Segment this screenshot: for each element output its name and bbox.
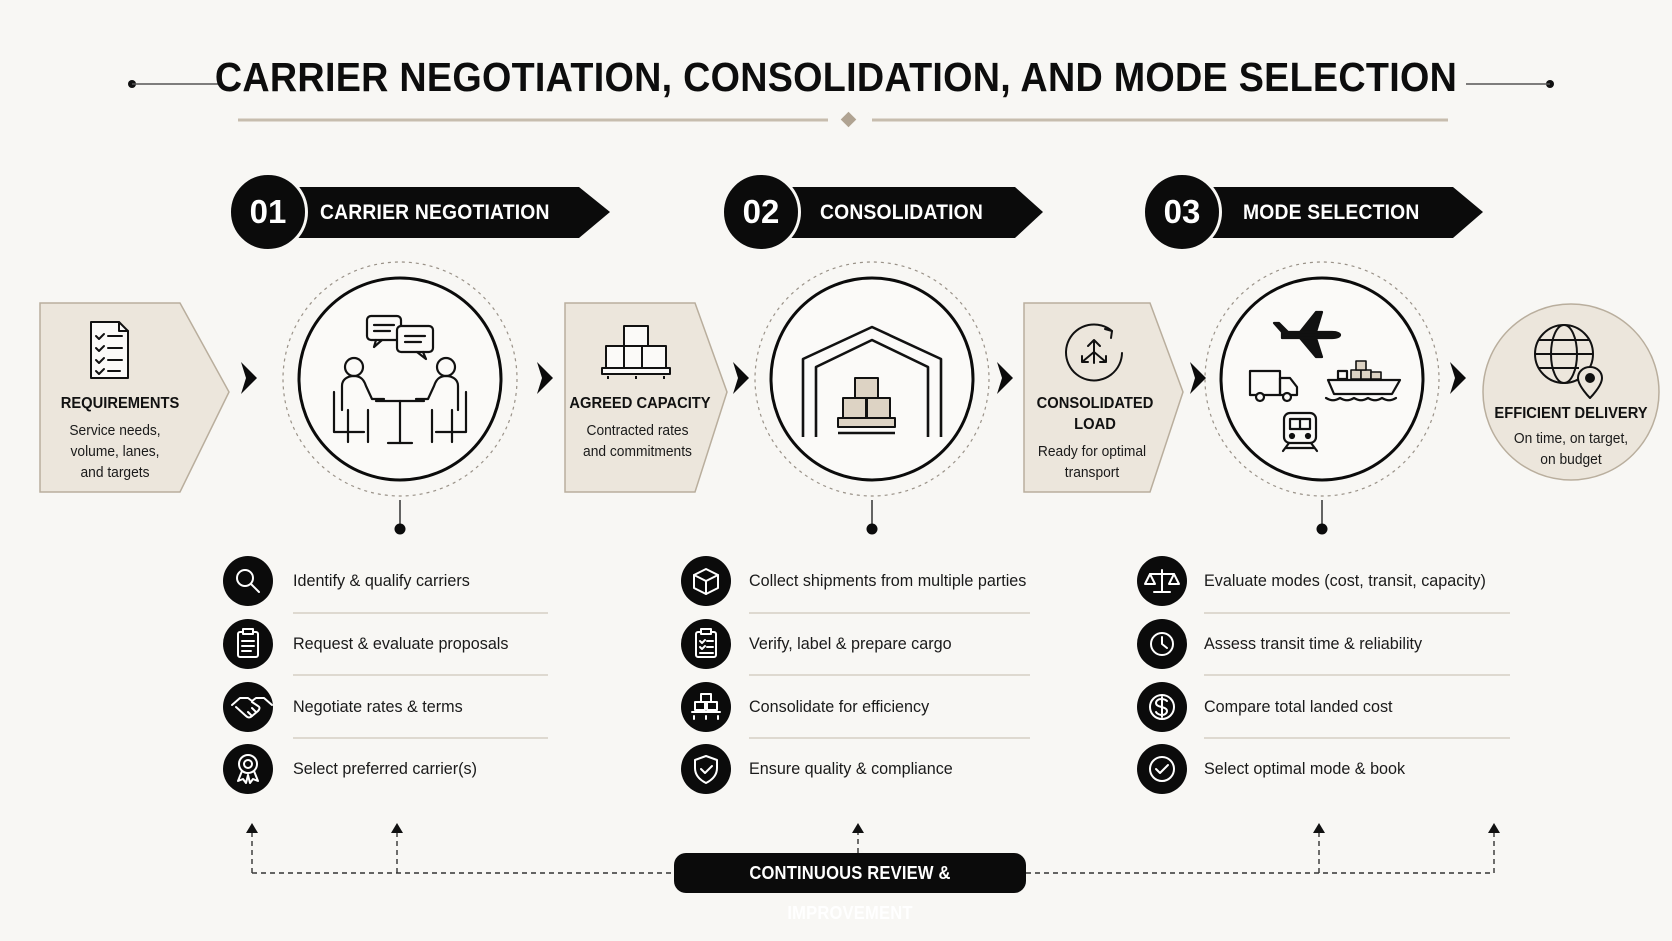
consolidated-load-title-line: LOAD	[1074, 416, 1116, 433]
chevron-right-icon	[1190, 362, 1206, 394]
arrow-up-icon	[246, 823, 258, 833]
consolidated-load-title-line: CONSOLIDATED	[1036, 395, 1154, 412]
chevron-right-icon	[537, 362, 553, 394]
efficient-delivery-line: on budget	[1540, 451, 1602, 468]
efficient-delivery-description	[1493, 428, 1649, 470]
step-dividers	[293, 613, 1510, 738]
step-item: Verify, label & prepare cargo	[749, 634, 952, 653]
checklist-document-icon	[91, 322, 128, 378]
feedback-arrowheads	[246, 823, 1500, 833]
requirements-line: and targets	[80, 464, 150, 481]
step-item: Compare total landed cost	[1204, 697, 1393, 716]
step-item: Collect shipments from multiple parties	[749, 571, 1027, 590]
agreed-capacity-title: AGREED CAPACITY	[569, 395, 711, 412]
page-title: CARRIER NEGOTIATION, CONSOLIDATION, AND MODE SELECTION	[214, 54, 1458, 100]
step-item: Ensure quality & compliance	[749, 759, 953, 778]
agreed-capacity-line: Contracted rates	[586, 422, 689, 439]
step-item: Consolidate for efficiency	[749, 697, 930, 716]
step-item: Select optimal mode & book	[1204, 759, 1406, 778]
consolidated-load-title	[1026, 393, 1164, 435]
requirements-line: Service needs,	[69, 422, 161, 439]
arrow-up-icon	[852, 823, 864, 833]
stage-circle-03	[1205, 262, 1439, 535]
consolidated-load-line: Ready for optimal	[1037, 443, 1147, 460]
requirements-line: volume, lanes,	[70, 443, 160, 460]
chevron-right-icon	[733, 362, 749, 394]
stage-number-02: 02	[721, 172, 801, 252]
step-item: Evaluate modes (cost, transit, capacity)	[1204, 571, 1486, 590]
chevron-right-icon	[997, 362, 1013, 394]
consolidated-load-line: transport	[1064, 464, 1120, 481]
arrow-up-icon	[391, 823, 403, 833]
step-item: Negotiate rates & terms	[293, 697, 463, 716]
stage-title-03: MODE SELECTION	[1243, 201, 1420, 224]
arrow-up-icon	[1313, 823, 1325, 833]
stage-title-02: CONSOLIDATION	[820, 201, 984, 224]
stage-number-03: 03	[1142, 172, 1222, 252]
continuous-improvement-label: CONTINUOUS REVIEW & IMPROVEMENT	[749, 863, 951, 923]
efficient-delivery-line: On time, on target,	[1513, 430, 1629, 447]
chevron-right-icon	[241, 362, 257, 394]
consolidated-load-description	[1023, 441, 1161, 483]
step-item: Identify & qualify carriers	[293, 571, 470, 590]
stage-number-01: 01	[228, 172, 308, 252]
step-item: Assess transit time & reliability	[1204, 634, 1423, 653]
requirements-description	[46, 420, 184, 483]
efficient-delivery-title: EFFICIENT DELIVERY	[1494, 405, 1648, 422]
agreed-capacity-description	[566, 420, 709, 462]
step-item: Select preferred carrier(s)	[293, 759, 477, 778]
award-ribbon-icon	[238, 755, 258, 783]
requirements-title: REQUIREMENTS	[60, 395, 180, 412]
step-item: Request & evaluate proposals	[293, 634, 509, 653]
chevron-right-icon	[1450, 362, 1466, 394]
agreed-capacity-line: and commitments	[583, 443, 692, 460]
stage-title-01: CARRIER NEGOTIATION	[320, 201, 550, 224]
stage-circle-01	[283, 262, 517, 535]
arrow-up-icon	[1488, 823, 1500, 833]
continuous-improvement-badge	[674, 853, 1026, 923]
